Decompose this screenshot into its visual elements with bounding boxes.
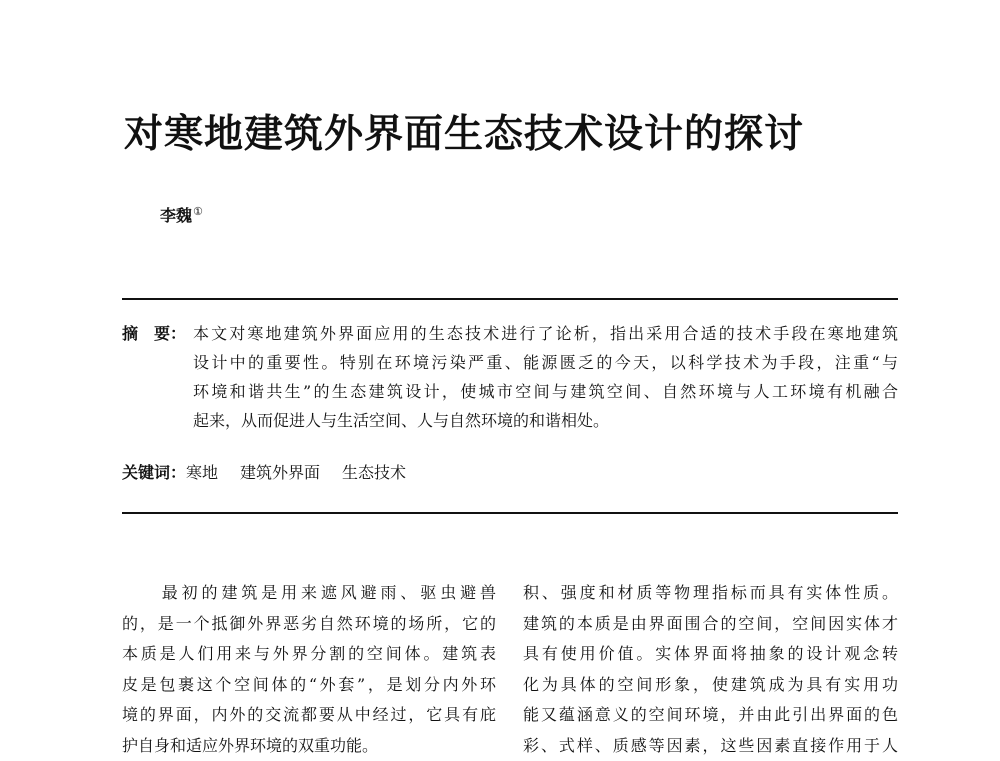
body-line: 化为具体的空间形象，使建筑成为具有实用功 xyxy=(523,674,898,694)
abstract-line: 本文对寒地建筑外界面应用的生态技术进行了论析，指出采用合适的技术手段在寒地建筑 xyxy=(193,324,898,343)
author-footnote-mark: ① xyxy=(193,205,203,218)
body-left-column xyxy=(122,578,496,761)
body-line: 能又蕴涵意义的空间环境，并由此引出界面的色 xyxy=(523,705,898,724)
keyword: 生态技术 xyxy=(342,463,407,482)
body-line: 建筑的本质是由界面围合的空间，空间因实体才 xyxy=(523,613,898,633)
paper-title: 对寒地建筑外界面生态技术设计的探讨 xyxy=(124,112,805,157)
body-line: 境的界面，内外的交流都要从中经过，它具有庇 xyxy=(122,705,496,724)
bottom-divider xyxy=(122,512,898,514)
abstract-line: 环境和谐共生”的生态建筑设计，使城市空间与建筑空间、自然环境与人工环境有机融合 xyxy=(193,382,898,401)
keywords-section xyxy=(122,461,428,485)
keyword: 寒地 xyxy=(186,463,219,482)
body-line: 彩、式样、质感等因素，这些因素直接作用于人 xyxy=(523,735,898,755)
abstract-line: 设计中的重要性。特别在环境污染严重、能源匮乏的今天，以科学技术为手段，注重“与 xyxy=(193,353,898,372)
author xyxy=(160,203,203,226)
top-divider xyxy=(122,298,898,300)
abstract-line: 起来，从而促进人与生活空间、人与自然环境的和谐相处。 xyxy=(193,411,610,430)
body-line: 具有使用价值。实体界面将抽象的设计观念转 xyxy=(523,644,898,663)
author-name: 李魏 xyxy=(160,206,193,225)
body-line: 最初的建筑是用来遮风避雨、驱虫避兽 xyxy=(122,583,496,602)
body-line: 积、强度和材质等物理指标而具有实体性质。 xyxy=(523,583,898,602)
abstract-label: 摘 要： xyxy=(122,324,187,343)
body-right-column xyxy=(523,578,898,761)
body-line: 皮是包裹这个空间体的“外套”，是划分内外环 xyxy=(122,674,496,694)
keywords-label: 关键词： xyxy=(122,463,187,482)
keyword: 建筑外界面 xyxy=(240,463,321,482)
body-line: 本质是人们用来与外界分割的空间体。建筑表 xyxy=(122,644,496,663)
abstract-text xyxy=(193,319,898,435)
body-line: 的，是一个抵御外界恶劣自然环境的场所，它的 xyxy=(122,613,496,633)
body-line: 护自身和适应外界环境的双重功能。 xyxy=(122,735,379,755)
